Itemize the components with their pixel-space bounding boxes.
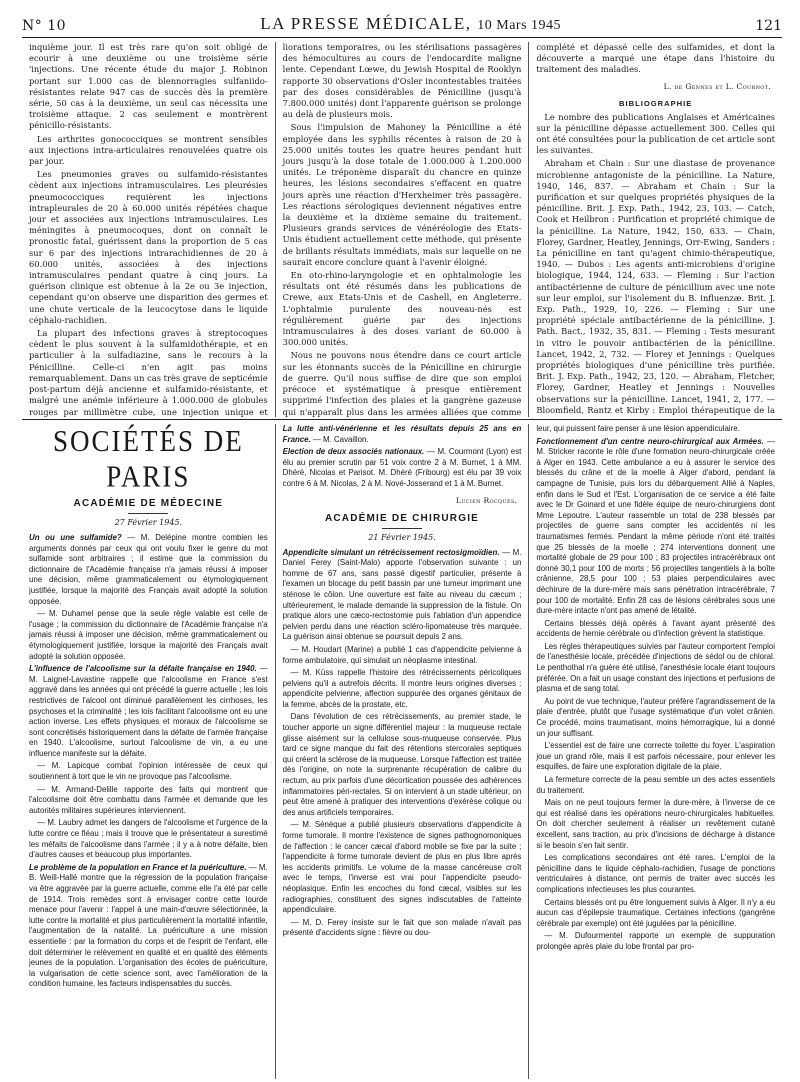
issue-number: N° 10	[22, 18, 67, 34]
section-title: SOCIÉTÉS DE PARIS	[52, 424, 244, 494]
newspaper-page	[22, 8, 782, 1074]
journal-name: LA PRESSE MÉDICALE,	[260, 14, 472, 33]
page-header	[22, 8, 782, 38]
societes-column-2	[276, 424, 530, 1079]
report-item: Un ou une sulfamide? — M. Delépine montre combien les arguments donnés par ceux qui ont voulu fixer le genre du mot sulfamide sont arbitraires ; il estime que la commission du dictionnaire de l'Académie française n'a jamais réussi à imposer une décision, même grammaticalement ou étymologiquement justifiée, lorsque la majorité des Français avait adopté la solution opposée.	[29, 533, 268, 606]
paragraph: Sous l'impulsion de Mahoney la Pénicilline a été employée dans les syphilis récentes à raison de 20 à 25.000 unités toutes les quatre heures pendant huit jours jusqu'à la dose totale de 1.000.000 à 1.200.000 unités. Le tréponème disparaît du chancre en quinze heures, les lésions secondaires s'effacent en quatre jours après une réaction d'Herxheimer très passagère. Les réactions sérologiques deviennent négatives entre la deuxième et la dixième semaine du traitement. Plusieurs grands services de vénéréologie des Etats-Unis étudient actuellement cette méthode, qui présente de brillants résultats immédiats, mais sur laquelle on ne saurait encore conclure quant à l'avenir éloigné.	[282, 122, 522, 267]
academy-heading: ACADÉMIE DE MÉDECINE	[73, 498, 224, 509]
bibliography-list: Abraham et Chain : Sur une diastase de provenance microbienne antagoniste de la pénicilline. La Nature, 1940, 146, 837. — Abraham et Chain : Sur la purification et sur quelques propriétés physiques de la pénicilline. Brit. J. Exp. Path., 1942, 23, 103. — Catch, Cook et Heilbron : Purification et propriété chimique de la pénicilline. La Nature, 1942, 150, 633. — Chain, Florey, Gardner, Heatley, Jennings, Orr-Ewing, Sanders : La pénicilline en tant qu'agent chimio-thérapeutique, 1940. — Dubos : Les agents anti-microbiens d'origine biologique, 1944, 124, 633. — Fleming : Sur l'action antibactérienne de culture de pénicillium avec une note sur leur emploi, sur l'isolement du B. influenzæ. Brit. J. Exp. Path., 1929, 10, 226. — Fleming : Sur une propriété spéciale antibactérienne de la pénicilline. J. Path. Bact., 1932, 35, 831. — Fleming : Tests mesurant in vitro le pouvoir antibactérien de la pénicilline. Lancet, 1942, 2, 732. — Florey et Jennings : Quelques propriétés biologiques d'une pénicilline très purifiée. Brit. J. Exp. Path., 1942, 23, 120. — Abraham, Fletcher, Florey, Gardner, Heatley et Jennings : Nouvelles observations sur la pénicilline. Lancet, 1941, 2, 177. — Bloomfield, Rantz et Kirby : Emploi thérapeutique de la	[536, 158, 776, 415]
report-item: Les règles thérapeutiques suivies par l'auteur comportent l'emploi de l'anesthésie locale, précédée d'injections de sédol ou de chloral. Le penthothal n'a guère été utilisé, l'anesthésie locale étant toujours préférée. On a fait un usage constant des injections et perfusions de plasma et de sang total.	[536, 641, 776, 694]
societes-section	[22, 424, 782, 1079]
issue-date: 10 Mars 1945	[477, 18, 562, 33]
report-item: leur, qui puissent faire penser à une lésion appendiculaire.	[536, 424, 740, 433]
article-column-3	[529, 42, 782, 417]
article-column-2	[276, 42, 530, 417]
report-item: La fermeture correcte de la peau semble un des actes essentiels du traitement.	[536, 775, 776, 795]
paragraph: Nous ne pouvons nous étendre dans ce court article sur les étonnants succès de la Pénicilline en chirurgie de guerre. Qu'il nous suffise de dire que son emploi précoce et systématique à presque entièrement supprimé l'infection des plaies et la gangrène gazeuse qui n'apparaît plus dans les armées alliées que comme	[282, 350, 522, 417]
paragraph: Les arthrites gonococciques se montrent sensibles aux injections intra-articulaires renouvelées quatre ois par jour.	[29, 133, 268, 167]
report-item: — M. Küss rappelle l'histoire des rétrécissements péricoliques pelviens qu'il a autrefois décrits. Il montre leurs origines diverses : appendicite pelvienne, affection suppurée des organes génitaux de la femme, abcès de la prostate, etc.	[282, 668, 522, 709]
report-item: Election de deux associés nationaux. — M. Courmont (Lyon) est élu au premier scrutin par 51 voix contre 2 à M. Burnet, 1 à MM. Dhéré, Nicolas et Parisot. M. Dhéré (Fribourg) est élu par 39 voix contre 6 à M. Nicolas, 2 à M. Nové-Josserand et 1 à M. Burnet.	[282, 447, 522, 488]
article-column-1	[22, 42, 276, 417]
societes-column-1	[22, 424, 276, 1079]
report-item: Mais on ne peut toujours fermer la dure-mère, à l'inverse de ce qui est réalisé dans les opérations neuro-chirurgicales habituelles. On doit chercher seulement à réaliser un revêtement cutané excellent, sans traction, au prix d'incisions de décharge à distance si le besoin s'en fait sentir.	[536, 798, 776, 850]
report-item: — M. Lapicque combat l'opinion intéressée de ceux qui soutiennent à tort que le vin ne provoque pas l'alcoolisme.	[29, 761, 268, 782]
report-item: Dans l'évolution de ces rétrécissements, au premier stade, le toucher apporte un signe différentiel majeur : la muqueuse rectale glisse aisément sur la cellulose sous-muqueuse conservée. Plus tard ce signe manque du fait des rétentions stercorales septiques qui créent la sclérose de la muqueuse. Lorsque l'affection est traitée dès l'origine, on note la surprenante récupération de calibre du rectum, au prix parfois d'une décortication poussée des adhérences inflammatoires péri-rectales. Si on intervient à un stade ultérieur, on peut être amené à pratiquer des interventions d'exérèse colique ou des anus artificiels temporaires.	[282, 712, 522, 817]
paragraph: La plupart des infections graves à streptocoques cèdent le plus souvent à la sulfamidothérapie, et en particulier à la sulfadiazine, sans le recours à la Pénicilline. Celle-ci n'en agit pas moins remarquablement. Dans un cas très grave de septicémie post-partum déjà ancienne et sulfamido-résistante, et malgré une anémie inférieure à 1.000.000 de globules rouges par millimètre cube, une injection unique et	[29, 328, 268, 417]
session-date: 21 Février 1945.	[368, 532, 436, 542]
report-item: Au point de vue technique, l'auteur préfère l'agrandissement de la plaie d'entrée, plutôt que l'usage systématique d'un volet crânien. Ce procédé, moins traumatisant, moins hémorragique, lui a donné un jour suffisant.	[536, 696, 776, 738]
report-item: — M. Sénèque a publié plusieurs observations d'appendicite à forme tumorale. Il montre l'existence de signes pathognomoniques de l'affection : le cancer cæcal d'abord mobile se fixe par la suite ; l'appendicite à forme tumorale devient de plus en plus libre après les accidents primitifs. Le volume de la masse cancéreuse croît avec le temps, l'inverse est vrai pour l'appendicite pseudo-néoplasique. Enfin les encoches du fond cæcal, visibles sur les radiographies, constituent des signes indiscutables de l'atteinte appendiculaire.	[282, 820, 522, 915]
report-item: Appendicite simulant un rétrécissement rectosigmoïdien. — M. Daniel Ferey (Saint-Malo) apporte l'observation suivante : un homme de 67 ans, sans passé digestif particulier, présente à l'examen un blocage du petit bassin par une tumeur imprimant une sténose le côlon. Une ouverture est faite au niveau du cæcum ; ultérieurement, le malade demande la suppression de la fistule. On pratique alors une cæco-rectostomie puis l'ablation d'un appendice pelvien perdu dans une réaction scléro-lipomateuse très marquée. La guérison ainsi obtenue se poursuit depuis 2 ans.	[282, 547, 522, 642]
author-signature: L. de Gennes et L. Cournot.	[663, 81, 772, 91]
report-item: La lutte anti-vénérienne et les résultats depuis 25 ans en France. — M. Cavaillon.	[282, 424, 522, 444]
paragraph: inquième jour. Il est très rare qu'on soit obligé de ecourir à une deuxième ou une troisième série 'injections. Une récente étude du major J. Robinon portant sur 1.000 cas de blennorragies sulfaniido-résistantes relate 947 cas de succès dès la première série, 50 cas à la deuxième, un seul cas nécessita une troisième attaque. 2 cas seulement e montrèrent pénicillo-résistants.	[29, 42, 268, 131]
bibliography-intro: Le nombre des publications Anglaises et Américaines sur la pénicilline dépasse actuellement 300. Celles qui ont été consultées pour la publication de cet article sont les suivantes.	[536, 111, 776, 156]
section-divider	[22, 419, 782, 420]
report-item: Certains blessés ont pu être longuement suivis à Alger. Il n'y a eu aucun cas d'épilepsie traumatique. Certaines infections (gangrène cérébrale par exemple) ont été jugulées par la pénicilline.	[536, 897, 776, 928]
report-item: — M. Laubry admet les dangers de l'alcoolisme et l'urgence de la lutte contre ce fléau ; mais il trouve que le présentateur a surestimé les méfaits de l'alcoolisme dans l'armée ; il y a à notre défaite, bien d'autres causes et beaucoup plus importantes.	[29, 818, 268, 860]
report-item: — M. Duhamel pense que la seule règle valable est celle de l'usage ; la commission du dictionnaire de l'Académie française n'a jamais réussi à imposer une décision, même grammaticalement ou étymologiquement justifiée, lorsque la majorité des Français avait adopté la solution opposée.	[29, 609, 268, 661]
report-item: — M. Dufourmentel rapporte un exemple de suppuration prolongée après plaie du lobe frontal par pro-	[536, 931, 776, 951]
report-item: Les complications secondaires ont été rares. L'emploi de la pénicilline dans le liquide céphalo-rachidien, l'usage de ponctions ventriculaires à distance, ont permis de traiter avec succès les complications infectieuses les plus courantes.	[536, 853, 776, 894]
heading-rule	[382, 528, 422, 529]
journal-title	[260, 14, 561, 34]
paragraph: En oto-rhino-laryngologie et en ophtalmologie les résultats ont été résumés dans les publications de Crewe, aux Etats-Unis et de Cashell, en Angleterre. L'ophtalmie purulente des nouveau-nés est régulièrement guérie par des injections intramusculaires à des doses variant de 60.000 à 300.000 unités.	[282, 270, 522, 348]
report-item: — M. D. Ferey insiste sur le fait que son malade n'avait pas présenté d'accidents signe : fièvre ou dou-	[282, 917, 522, 938]
article-section	[22, 42, 782, 417]
report-item: — M. Armand-Delille rapporte des faits qui montrent que l'alcoolisme doit être combattu dans l'armée et demande que les autorités militaires supérieures interviennent.	[29, 784, 268, 815]
session-date: 27 Février 1945.	[114, 518, 183, 527]
paragraph: liorations temporaires, ou les stérilisations passagères des hémocultures au cours de l'endocardite maligne lente. Cependant Lœwe, du Jewish Hospital de Rooklyn rapporte 30 observations d'Osler incontestables traitées par des doses considérables de Pénicilline (jusqu'à 7.800.000 unités) dont l'apparente guérison se prolonge au delà de plusieurs mois.	[282, 42, 522, 120]
academy-heading: ACADÉMIE DE CHIRURGIE	[324, 512, 480, 524]
report-item: L'essentiel est de faire une correcte toilette du foyer. L'aspiration joue un grand rôle, mais il est parfois nécessaire, pour enlever les esquilles, de faire une exploration digitale de la plaie.	[536, 741, 776, 772]
societes-column-3	[529, 424, 782, 1079]
heading-rule	[128, 513, 168, 514]
page-number: 121	[755, 18, 782, 34]
paragraph: Les pneumonies graves ou sulfamido-résistantes cèdent aux injections intramusculaires. Les pleurésies pneumococciques requièrent les injections intrapleurales de 20 à 60.000 unités répétées chaque jour et associées aux injections intramusculaires. Les méningites à pneumocoques, dont on connaît le pronostic fatal, guérissent dans la proportion de 5 cas sur 6 par des injections intrarachidiennes de 20 à 60.000 unités, associées à des injections intramusculaires pendant quatre à cinq jours. La guérison clinique est obtenue à la 2e ou 3e injection, cependant qu'on observe une disparition des germes et une chute verticale de la leucocytose dans le liquide céphalo-rachidien.	[29, 169, 268, 325]
report-item: L'influence de l'alcoolisme sur la défaite française en 1940. — M. Laignel-Lavastine rappelle que l'alcoolisme en France s'est aggravé dans les années qui ont précédé la guerre actuelle ; les lois restrictives de l'alcool ont diminué parallèlement les cirrhoses, les psychoses et la criminalité ; les lois facilitant l'alcoolisme ont eu une action inverse. Les effets physiques et moraux de l'alcoolisme se sont concrétisés historiquement dans la défaite de l'armée française en 1940. L'alcoolisme, surtout l'alcoolisme de vin, a eu une influence manifeste sur la défaite.	[29, 664, 268, 758]
report-item: — M. Houdart (Marine) a publié 1 cas d'appendicite pelvienne à forme ambulatoire, qui simulait un néoplasme intestinal.	[282, 644, 522, 665]
report-item: Certains blessés déjà opérés à l'avant ayant présenté des accidents de hernie cérébrale ou d'infection grèvent la statistique.	[536, 618, 776, 639]
report-item: Fonctionnement d'un centre neuro-chirurgical aux Armées. — M. Stricker raconte le rôle d'une formation neuro-chirurgicale créée à Alger en 1943. Cette ambulance a eu à assurer le service des blessés du crâne et de la moelle à Alger d'abord, pendant la campagne de Tunisie, puis lors du débarquement Allié à Naples, enfin dans le Sud et l'Est. L'organisation de ce service a été faite avec le Dr Goinard et une fidèle équipe de neuro-chirurgiens dont Mme Lepoutre. L'auteur rassemble un total de 238 blessés par projectiles de guerre sans compter les accidentés ni les traumatismes fermés. Pendant la même période n'ont été traités que 25 blessés de la moelle ; 274 interventions donnent une mortalité globale de 29 pour 100 ; 83 projectiles intracérébraux ont donné 30,1 pour 100 de morts ; 56 projectiles tangentiels à la boîte crânienne, 28,5 pour 100 ; 53 plaies perpendiculaires avec déchirure de la dure-mère mais sans pénétration intracérébrale, 7 pour 100 de mortalité. Enfin 28 cas de lésions cérébrales sous une dure-mère intacte n'ont pas amené de létalité.	[536, 436, 776, 616]
report-item: Le problème de la population en France et la puériculture. — M. B. Weill-Hallé montre que la régression de la population française va être aggravée par la guerre actuelle, comme elle l'a été par celle de 1914. Trois remèdes sont à envisager contre cette lourde menace pour l'avenir : l'appel à une main-d'œuvre sélectionnée, la lutte contre la mortalité et plus particulièrement la mortalité infantile, l'augmentation de la natalité. La puériculture a une mission essentielle : par la formation du corps et de l'esprit de l'enfant, elle doit déterminer le relèvement en qualité et en qualité des éléments jeunes de la population. L'organisation des écoles de puériculture, la vulgarisation de cette science sont, avec l'amélioration de la condition humaine, les facteurs indispensables du succès.	[29, 862, 268, 989]
bibliography-heading: BIBLIOGRAPHIE	[619, 98, 693, 108]
report-signature: Lucien Rocquès.	[455, 495, 518, 505]
paragraph: complété et dépassé celle des sulfamides, et dont la découverte a marqué une étape dans l'histoire du traitement des maladies.	[536, 42, 776, 75]
